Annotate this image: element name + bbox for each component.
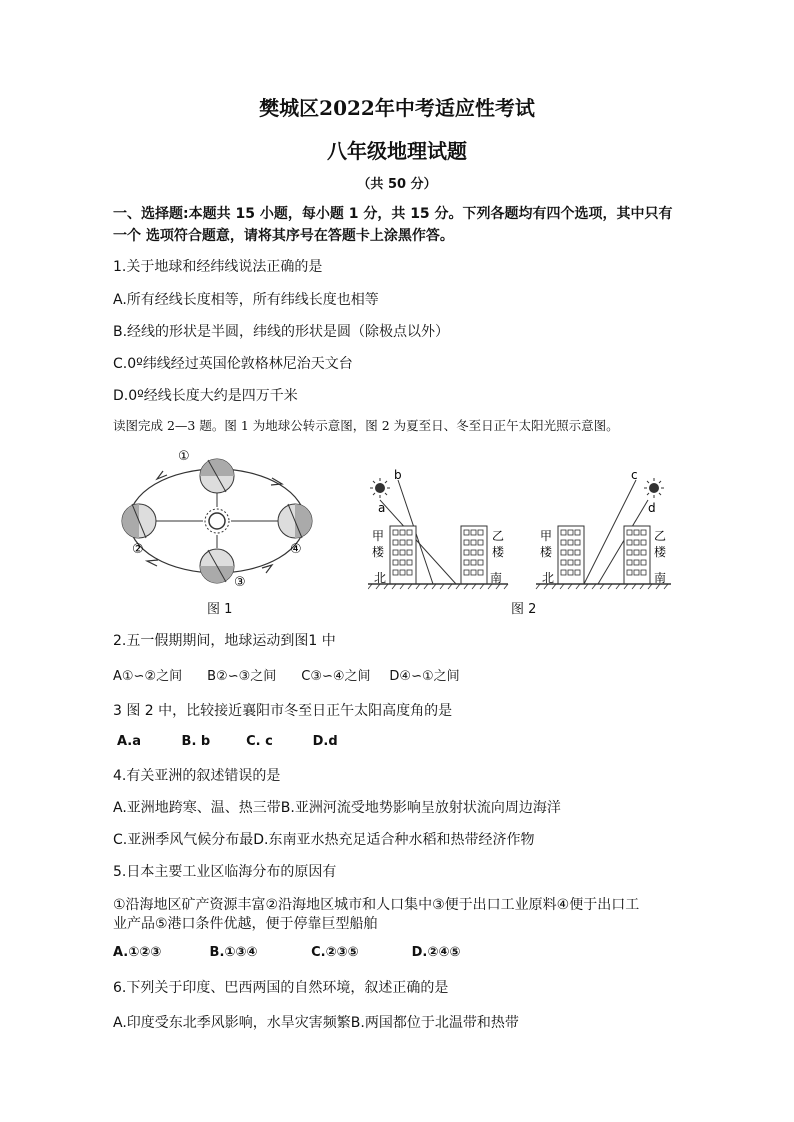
fig2-right-north-bldg-1: 甲 [540,529,553,543]
fig2-left-south-bldg-2: 楼 [492,545,505,559]
fig1-label-3: ③ [234,575,246,590]
q2-option-c: C③∽④之间 [301,669,371,684]
q1-stem: 1.关于地球和经纬线说法正确的是 [113,259,323,275]
q2-stem: 2.五一假期期间，地球运动到图1 中 [113,633,336,649]
q1-option-b: B.经线的形状是半圆，纬线的形状是圆（除极点以外） [113,324,450,340]
q2-option-b: B②∽③之间 [207,669,277,684]
fig2-label-c: c [631,468,638,482]
fig2-left-north-bldg-2: 楼 [372,545,385,559]
q4-options-ab: A.亚洲地跨寒、温、热三带B.亚洲河流受地势影响呈放射状流向周边海洋 [113,800,561,816]
fig2-left-south: 南 [490,571,503,585]
q2-option-d: D④∽①之间 [389,669,460,684]
sunlight-diagram [368,468,678,593]
globe-top [200,459,234,493]
q1-option-c: C.0º纬线经过英国伦敦格林尼治天文台 [113,356,353,372]
figure2-caption: 图 2 [511,602,537,617]
exam-title: 樊城区2022年中考适应性考试 [259,96,535,120]
reading-instruction: 读图完成 2—3 题。图 1 为地球公转示意图，图 2 为夏至日、冬至日正午太阳光照示意图。 [113,418,619,433]
q4-options-cd: C.亚洲季风气候分布最D.东南亚水热充足适合种水稻和热带经济作物 [113,832,535,848]
globe-left [122,504,156,538]
figure1 [112,448,327,618]
q3-option-d: D.d [312,734,338,749]
revolution-diagram [112,448,327,598]
q5-items-line1: ①沿海地区矿产资源丰富②沿海地区城市和人口集中③便于出口工业原料④便于出口工 [113,897,640,913]
q3-stem: 3 图 2 中，比较接近襄阳市冬至日正午太阳高度角的是 [113,703,453,719]
globe-bottom [200,549,234,583]
q3-options [117,734,338,749]
exam-subtitle: 八年级地理试题 [327,139,467,163]
q5-option-d: D.②④⑤ [411,945,461,960]
section1-instruction [113,203,693,247]
q3-option-b: B. b [181,734,211,749]
q1-option-a: A.所有经线长度相等，所有纬线长度也相等 [113,292,379,308]
fig2-left-panel [368,468,508,589]
fig1-label-4: ④ [290,542,302,557]
q2-options [113,665,460,684]
fig2-label-b: b [394,468,402,482]
fig2-right-north: 北 [542,571,555,585]
fig1-label-2: ② [132,542,144,557]
q3-option-c: C. c [246,734,273,749]
fig2-left-north: 北 [374,571,387,585]
fig2-label-d: d [648,501,656,515]
q6-stem: 6.下列关于印度、巴西两国的自然环境，叙述正确的是 [113,980,449,996]
fig2-right-north-bldg-2: 楼 [540,545,553,559]
q4-stem: 4.有关亚洲的叙述错误的是 [113,768,281,784]
fig1-label-1: ① [178,449,190,464]
figure2 [368,468,678,618]
q6-options-ab: A.印度受东北季风影响，水旱灾害频繁B.两国都位于北温带和热带 [113,1015,519,1031]
q5-option-b: B.①③④ [209,945,258,960]
fig2-label-a: a [378,501,386,515]
fig2-right-south-bldg-2: 楼 [654,545,667,559]
score-note: （共 50 分） [357,177,437,192]
section1-line2: 一个 选项符合题意，请将其序号在答题卡上涂黑作答。 [113,228,454,244]
q5-option-a: A.①②③ [113,945,162,960]
fig2-right-south: 南 [654,571,667,585]
figure1-caption: 图 1 [207,602,233,617]
q5-option-c: C.②③⑤ [311,945,359,960]
q5-options [113,945,460,960]
section1-line1: 一、选择题:本题共 15 小题，每小题 1 分，共 15 分。下列各题均有四个选项，其中只有 [113,206,673,222]
fig2-left-north-bldg-1: 甲 [372,529,385,543]
globe-right [278,504,312,538]
q5-items-line2: 业产品⑤港口条件优越，便于停靠巨型船舶 [113,916,378,932]
q3-option-a: A.a [117,734,142,749]
fig2-right-south-bldg-1: 乙 [654,529,667,543]
fig2-left-south-bldg-1: 乙 [492,529,505,543]
q2-option-a: A①∽②之间 [113,669,183,684]
fig2-right-panel [536,468,671,589]
q5-stem: 5.日本主要工业区临海分布的原因有 [113,864,337,880]
q1-option-d: D.0º经线长度大约是四万千米 [113,388,298,404]
